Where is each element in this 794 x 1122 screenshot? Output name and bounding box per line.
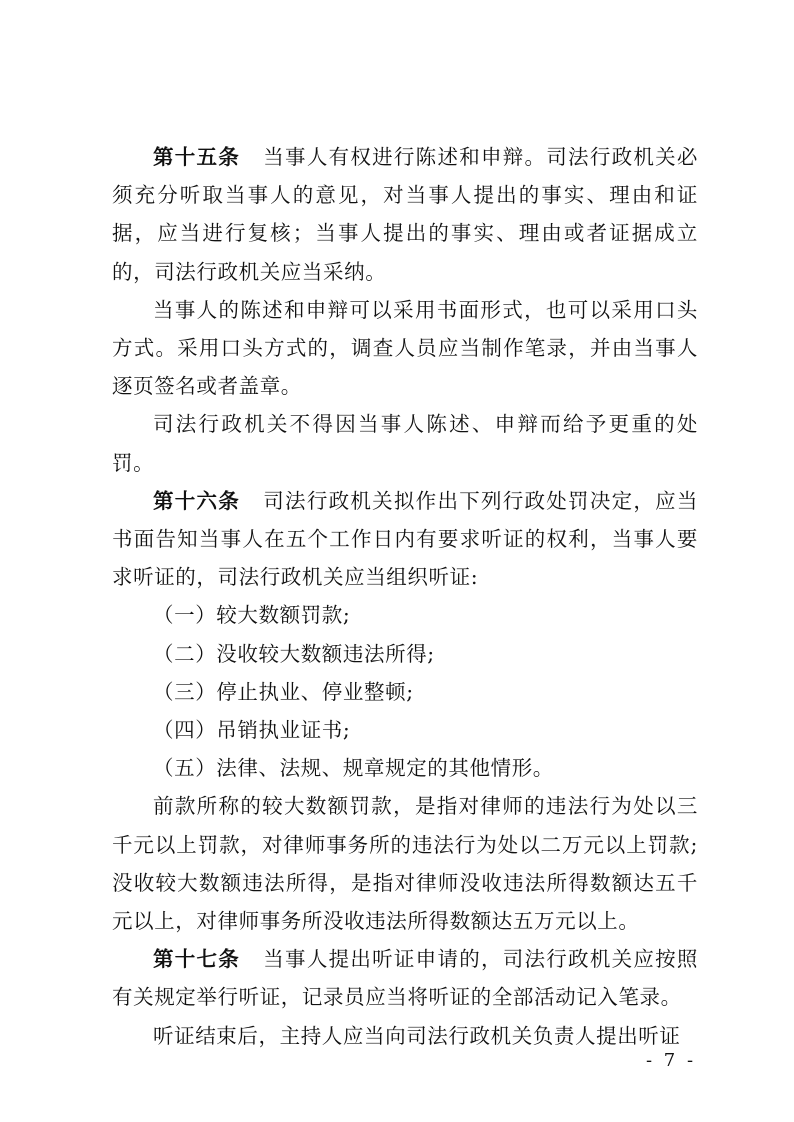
paragraph: 司法行政机关不得因当事人陈述、申辩而给予更重的处罚。	[112, 412, 698, 475]
paragraph-art16	[112, 482, 698, 597]
paragraph: 前款所称的较大数额罚款，是指对律师的违法行为处以三千元以上罚款，对律师事务所的违法行为处以二万元以上罚款;没收较大数额违法所得，是指对律师没收违法所得数额达五千元以上，对律师事务所没收违法所得数额达五万元以上。	[112, 794, 698, 934]
paragraph-text: 当事人有权进行陈述和申辩。司法行政机关必须充分听取当事人的意见，对当事人提出的事实、理由和证据，应当进行复核；当事人提出的事实、理由或者证据成立的，司法行政机关应当采纳。	[112, 145, 698, 284]
list-item: （四）吊销执业证书;	[153, 718, 351, 743]
article-heading: 第十七条	[153, 947, 241, 972]
list-item: （一）较大数额罚款;	[153, 603, 351, 628]
paragraph-art17	[112, 940, 698, 1016]
paragraph: 听证结束后，主持人应当向司法行政机关负责人提出听证	[153, 1023, 681, 1048]
paragraph: 当事人的陈述和申辩可以采用书面形式，也可以采用口头方式。采用口头方式的，调查人员应当制作笔录，并由当事人逐页签名或者盖章。	[112, 297, 698, 399]
list-item: （二）没收较大数额违法所得;	[153, 641, 435, 666]
article-heading: 第十五条	[153, 145, 241, 169]
paragraph-text: 司法行政机关拟作出下列行政处罚决定，应当书面告知当事人在五个工作日内有要求听证的权利，当事人要求听证的，司法行政机关应当组织听证:	[112, 488, 698, 590]
document-body	[112, 138, 698, 1055]
page-number: - 7 -	[646, 1050, 697, 1071]
paragraph-art15	[112, 138, 698, 291]
list-item: （五）法律、法规、规章规定的其他情形。	[153, 756, 554, 781]
list-item: （三）停止执业、停业整顿;	[153, 679, 414, 704]
paragraph-text: 当事人提出听证申请的，司法行政机关应按照有关规定举行听证，记录员应当将听证的全部活动记入笔录。	[112, 947, 698, 1010]
article-heading: 第十六条	[153, 488, 241, 513]
